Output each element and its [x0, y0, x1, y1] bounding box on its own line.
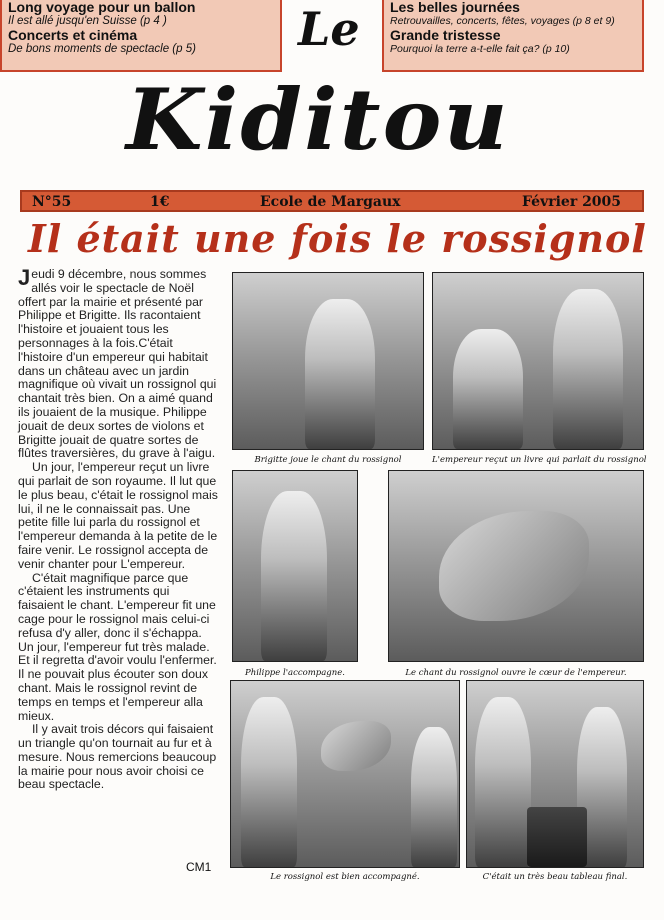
- article-paragraph: Un jour, l'empereur reçut un livre qui parlait de son royaume. Il lut que le plus beau, c'était le rossignol mais lui, il ne le connaissait pas. Une petite fille lui parla du rossignol et l'empereur demanda à la petite de le faire venir. Le rossignol accepta de venir chanter pour L'empereur.: [18, 460, 218, 571]
- issue-number: N°55: [32, 194, 72, 210]
- teaser-box-right: [382, 0, 644, 72]
- performer-figure: [475, 697, 531, 867]
- teaser-subtitle: Retrouvailles, concerts, fêtes, voyages (p 8 et 9): [390, 15, 615, 27]
- performer-figure: [411, 727, 457, 867]
- performer-figure: [453, 329, 523, 449]
- nightingale-puppet: [321, 721, 391, 771]
- performer-figure: [261, 491, 327, 661]
- article-paragraph: Il y avait trois décors qui faisaient un triangle qu'on tournait au fur et à mesure. Nous remercions beaucoup la mairie pour nous avoir choisi ce beau spectacle.: [18, 722, 217, 792]
- photo-nightingale-puppet: [388, 470, 644, 662]
- performer-figure: [241, 697, 297, 867]
- issue-date: Février 2005: [522, 194, 622, 210]
- article-paragraph: Jeudi 9 décembre, nous sommes allés voir le spectacle de Noël offert par la mairie et présenté par Philippe et Brigitte. Ils racontaient l'histoire et jouaient tous les personnages à la fois.C'était l'histoire d'un empereur qui habitait dans un château avec un jardin magnifique où vivait un rossignol qui chantait très bien. On a aimé quand ils jouaient de la musique. Philippe jouait de deux sortes de violons et Brigitte jouait de quatre sortes de flûtes traversières, du grave à l'aigu.: [18, 265, 217, 461]
- teaser-subtitle: De bons moments de spectacle (p 5): [8, 43, 196, 55]
- teaser-title: Concerts et cinéma: [8, 27, 138, 43]
- photo-caption: Le rossignol est bien accompagné.: [270, 872, 420, 882]
- photo-emperor-book: [432, 272, 644, 450]
- photo-caption: C'était un très beau tableau final.: [482, 872, 628, 882]
- article-paragraph: C'était magnifique parce que c'étaient les instruments qui faisaient le chant. L'empereur fit une cage pour le rossignol mais celui-ci refusa d'y aller, donc il s'échappa. Un jour, l'empereur fut très malade. Et il regretta d'avoir voulu l'enfermer. Il ne pouvait plus écouter son doux chant. Mais le rossignol revint de temps en temps et l'empereur alla mieux.: [18, 570, 217, 723]
- performer-figure: [305, 299, 375, 449]
- teaser-title: Grande tristesse: [390, 27, 501, 43]
- photo-violinist: [232, 470, 358, 662]
- teaser-box-left: [0, 0, 282, 72]
- drop-cap: J: [18, 265, 31, 290]
- photo-caption: Le chant du rossignol ouvre le cœur de l'empereur.: [405, 668, 627, 678]
- issue-bar: [20, 190, 644, 212]
- performer-figure: [553, 289, 623, 449]
- photo-caption: L'empereur reçut un livre qui parlait du rossignol: [432, 455, 647, 465]
- masthead-title: Kiditou: [126, 70, 510, 169]
- teaser-subtitle: Pourquoi la terre a-t-elle fait ça? (p 10): [390, 43, 570, 55]
- photo-caption: Brigitte joue le chant du rossignol: [254, 455, 402, 465]
- teaser-subtitle: Il est allé jusqu'en Suisse (p 4 ): [8, 15, 167, 27]
- photo-final-tableau: [466, 680, 644, 868]
- article-body: [18, 265, 218, 792]
- photo-flute-player: [232, 272, 424, 450]
- photo-duo-with-bird: [230, 680, 460, 868]
- teaser-title: Long voyage pour un ballon: [8, 0, 196, 15]
- author-credit: CM1: [186, 860, 212, 874]
- stage-table: [527, 807, 587, 867]
- teaser-title: Les belles journées: [390, 0, 520, 15]
- issue-school: Ecole de Margaux: [260, 194, 401, 210]
- masthead-le: Le: [298, 2, 360, 56]
- photo-caption: Philippe l'accompagne.: [245, 668, 345, 678]
- issue-price: 1€: [150, 194, 170, 210]
- article-headline: Il était une fois le rossignol: [28, 216, 647, 261]
- nightingale-puppet: [439, 511, 589, 621]
